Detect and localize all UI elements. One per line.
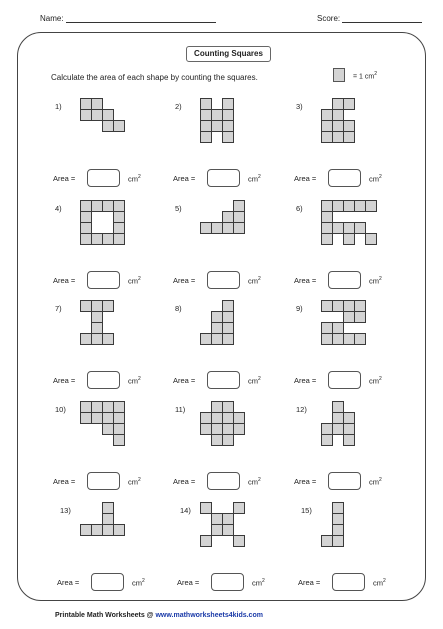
problem-number: 5) [175,204,182,213]
problem-number: 15) [301,506,312,515]
area-unit: $cm^2$ [248,376,261,386]
area-answer [173,271,293,289]
area-label: Area = [173,376,196,385]
area-unit: $cm^2$ [248,477,261,487]
area-answer [53,472,173,490]
legend-square [333,68,345,82]
area-input[interactable] [328,271,361,289]
score-field [317,14,422,23]
unit-square [354,333,366,345]
footer-prefix: Printable Math Worksheets @ [55,612,156,619]
unit-square [102,333,114,345]
problem-number: 1) [55,102,62,111]
area-answer [294,271,414,289]
unit-square [113,233,125,245]
footer [55,612,263,619]
area-input[interactable] [87,169,120,187]
area-input[interactable] [211,573,244,591]
unit-square [343,434,355,446]
area-input[interactable] [328,371,361,389]
area-label: Area = [53,477,76,486]
problem-number: 14) [180,506,191,515]
area-unit: $cm^2$ [248,174,261,184]
unit-square [233,423,245,435]
area-unit: $cm^2$ [373,578,386,588]
area-unit: $cm^2$ [252,578,265,588]
area-answer [173,169,293,187]
area-label: Area = [177,578,200,587]
area-label: Area = [53,276,76,285]
unit-square [343,98,355,110]
area-input[interactable] [91,573,124,591]
legend-text: = 1 $cm^2$ [353,71,377,81]
unit-square [332,535,344,547]
area-unit: $cm^2$ [128,174,141,184]
footer-url[interactable]: www.mathworksheets4kids.com [155,612,263,619]
area-unit: $cm^2$ [369,174,382,184]
area-label: Area = [294,376,317,385]
unit-square [222,333,234,345]
score-label: Score: [317,14,341,23]
area-input[interactable] [207,271,240,289]
area-answer [298,573,418,591]
name-line[interactable] [66,14,216,23]
area-label: Area = [57,578,80,587]
area-unit: $cm^2$ [128,276,141,286]
area-label: Area = [53,376,76,385]
worksheet-title: Counting Squares [186,46,271,62]
area-label: Area = [53,174,76,183]
area-input[interactable] [207,472,240,490]
problem-number: 7) [55,304,62,313]
problem-number: 4) [55,204,62,213]
unit-square [365,200,377,212]
problem-number: 6) [296,204,303,213]
area-answer [57,573,177,591]
area-answer [294,371,414,389]
area-unit: $cm^2$ [128,477,141,487]
unit-square [200,535,212,547]
problem-number: 10) [55,405,66,414]
unit-square [233,222,245,234]
area-label: Area = [173,477,196,486]
area-input[interactable] [87,472,120,490]
area-label: Area = [173,174,196,183]
area-unit: $cm^2$ [369,376,382,386]
unit-square [222,434,234,446]
area-answer [53,271,173,289]
area-answer [177,573,297,591]
unit-square [113,434,125,446]
unit-square [200,131,212,143]
unit-square [365,233,377,245]
unit-square [343,131,355,143]
area-label: Area = [173,276,196,285]
unit-square [222,131,234,143]
problem-number: 3) [296,102,303,111]
unit-square [113,524,125,536]
area-answer [53,371,173,389]
area-input[interactable] [332,573,365,591]
area-answer [53,169,173,187]
area-unit: $cm^2$ [132,578,145,588]
area-answer [173,472,293,490]
area-label: Area = [294,477,317,486]
name-label: Name: [40,14,64,23]
area-label: Area = [294,174,317,183]
unit-square [233,535,245,547]
area-answer [294,472,414,490]
area-input[interactable] [207,169,240,187]
unit-square [354,311,366,323]
area-input[interactable] [328,169,361,187]
area-input[interactable] [207,371,240,389]
area-unit: $cm^2$ [128,376,141,386]
problem-number: 12) [296,405,307,414]
area-answer [294,169,414,187]
problem-number: 13) [60,506,71,515]
area-input[interactable] [328,472,361,490]
name-field [40,14,216,23]
unit-square [321,434,333,446]
area-label: Area = [294,276,317,285]
unit-square [343,233,355,245]
score-line[interactable] [342,14,422,23]
unit-square [102,300,114,312]
unit-square [113,120,125,132]
problem-number: 11) [175,405,186,414]
unit-square [321,233,333,245]
area-unit: $cm^2$ [248,276,261,286]
problem-number: 2) [175,102,182,111]
problem-number: 9) [296,304,303,313]
area-answer [173,371,293,389]
instructions: Calculate the area of each shape by counting the squares. [51,73,258,82]
area-input[interactable] [87,371,120,389]
area-unit: $cm^2$ [369,276,382,286]
area-label: Area = [298,578,321,587]
area-unit: $cm^2$ [369,477,382,487]
area-input[interactable] [87,271,120,289]
problem-number: 8) [175,304,182,313]
unit-square [233,502,245,514]
